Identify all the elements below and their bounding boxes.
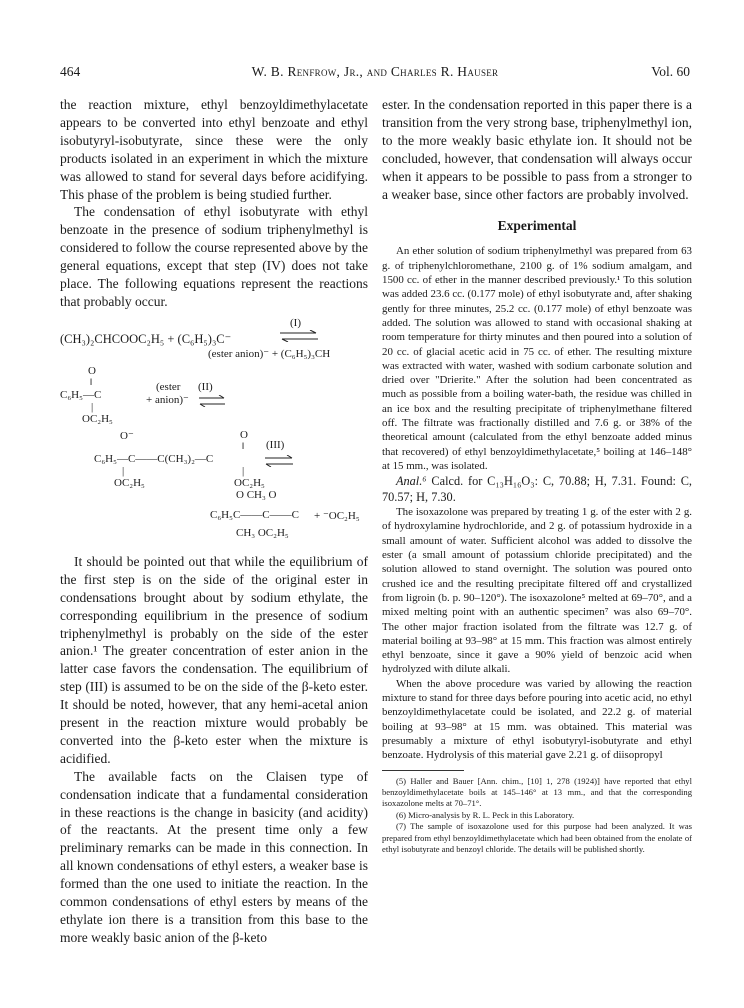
left-paragraph-4: The available facts on the Claisen type of condensation indicate that a fundamental consideration in these reactions is the change in basicity (and acidity) of the reactants. At the present time only a few preliminary remarks can be made in this connection. In all known condensations of ethyl esters, a weaker base is formed than the one used to initiate the reaction. In the common condensations of ethyl esters by means of the ethylate ion there is a transition from this base to the more weakly basic anion of the β-keto: [60, 768, 368, 945]
analysis-line: [382, 473, 692, 505]
eq3-main-chain: C₆H₅—C——C(CH₃)₂—C: [94, 452, 214, 465]
right-column: [382, 96, 692, 855]
eq2-ester-label: (ester: [156, 380, 181, 393]
footnote-6: (6) Micro-analysis by R. L. Peck in this Laboratory.: [396, 809, 575, 820]
eq2-step-label: (II): [198, 380, 213, 393]
experimental-paragraph-1: An ether solution of sodium triphenylmethyl was prepared from 63 g. of triphenylchloromethane, 2100 g. of 1% sodium amalgam, and 1500 cc. of ether in the manner described previously.¹ To this solution was added 23.6 cc. (0.177 mole) of ethyl isobutyrate and, after shaking gently for three minutes, 25.2 cc. (0.177 mole) of ethyl benzoate was added. The solution was allowed to stand with occasional shaking at room temperature for thirty minutes and then poured into a solution of 20 cc. of glacial acetic acid in 75 cc. of ether. The resulting mixture was extracted with water, washed with sodium carbonate solution and dried over "Drierite." After the solution had been concentrated as much as possible from a boiling water-bath, the residue was chilled in an ice box and the resulting precipitate of triphenylmethane filtered off. The filtrate was fractionally distilled and 7.6 g. or 38% of the theoretical amount (calculated from the ethyl benzoate added minus that recovered) of ethyl benzoyldimethylacetate,⁵ boiling at 146–148° at 15 mm., was isolated.: [382, 245, 692, 472]
footnote-7: (7) The sample of isoxazolone used for this purpose had been analyzed. It was prepared from ethyl benzoyldimethylacetate which had been obtained from the enolate of ethyl isobutyrate and benzoyl chloride. The details will be published shortly.: [382, 821, 692, 854]
right-paragraph-1: ester. In the condensation reported in this paper there is a transition from the very strong base, triphenylmethyl ion, to the more weakly basic ethylate ion. It should not be concluded, however, that condensation will always occur when it appears to be possible to pass from a stronger to a weaker base, since other factors are probably involved.: [382, 97, 692, 202]
page-number: 464: [60, 64, 81, 79]
experimental-paragraph-2: The isoxazolone was prepared by treating 1 g. of the ester with 2 g. of hydroxylamine hydrochloride, and 2 g. of potassium hydroxide in a small amount of water. Sufficient alcohol was added to dissolve the ester (a small amount of potassium chloride precipitated) and the solution allowed to stand overnight. The solution was poured onto crushed ice and the resulting precipitate filtered off and crystallized from ligroin (b. p. 90–120°). The isoxazolone⁵ melted at 69–70°, and a mixed melting point with an authentic specimen⁷ was also 69–70°. The other major fraction isolated from the filtrate was 12.7 g. of material boiling at 93–98° at 15 mm. This fraction was almost entirely ethyl benzoate, since it gave a 90% yield of benzoic acid when hydrolyzed with dilute alkali.: [382, 506, 692, 676]
left-paragraph-3: It should be pointed out that while the equilibrium of the first step is on the side of the original ester in condensations brought about by sodium ethylate, the corresponding equilibrium in the presence of sodium triphenylmethyl is probably on the side of the ester anion.¹ The greater concentration of ester anion in the latter case favors the condensation. The equilibrium of step (III) is assumed to be on the side of the β-keto ester. It should be noted, however, that any hemi-acetal anion present in the reaction mixture would probably be converted into the β-keto ester when the mixture is acidified.: [60, 553, 368, 766]
eq3-bond-1: |: [122, 464, 125, 477]
eq2-equilibrium-arrow: [198, 395, 226, 407]
analysis-label: Anal.⁶: [396, 474, 427, 489]
eq4-ethoxide: + ⁻OC₂H₅: [314, 509, 360, 522]
volume-label: Vol. 60: [651, 64, 690, 79]
eq4-top-groups: O CH₃ O: [236, 488, 277, 501]
eq3-oxygen: O: [240, 428, 248, 441]
eq1-products: (ester anion)⁻ + (C₆H₅)₃CH: [208, 347, 331, 360]
eq1-step-label: (I): [290, 316, 301, 329]
reaction-scheme: [60, 316, 368, 539]
eq2-ethoxy: OC₂H₅: [82, 412, 113, 425]
eq3-ethoxy-1: OC₂H₅: [114, 476, 145, 489]
eq2-bond: |: [91, 400, 94, 413]
running-header: [60, 64, 690, 84]
left-paragraph-2: The condensation of ethyl isobutyrate with ethyl benzoate in the presence of sodium triphenylmethyl is considered to follow the course represented above by the general equations, except that step (IV) does not take place. The following equations represent the reactions that probably occur.: [60, 204, 368, 309]
eq1-equilibrium-arrow: [278, 330, 320, 342]
left-column: [60, 96, 368, 947]
running-authors: W. B. Renfrow, Jr., and Charles R. Hauser: [251, 64, 499, 79]
eq4-bottom-groups: CH₃ OC₂H₅: [236, 526, 289, 539]
eq3-bond-2: |: [242, 464, 245, 477]
footnote-rule: [382, 770, 464, 771]
eq3-equilibrium-arrow: [264, 455, 294, 467]
eq3-ethoxy-2: OC₂H₅: [234, 476, 265, 489]
eq2-anion: + anion)⁻: [146, 393, 189, 406]
eq2-double-bond: ‖: [90, 376, 93, 387]
eq3-step-label: (III): [266, 438, 285, 451]
eq1-reactants: (CH₃)₂CHCOOC₂H₅ + (C₆H₅)₃C⁻: [60, 331, 232, 346]
experimental-paragraph-3: When the above procedure was varied by allowing the reaction mixture to stand for three days before pouring into acetic acid, no ethyl benzoyldimethylacetate could be isolated, and 22.2 g. of material boiling at 93–98° at 15 mm. was obtained. This material was presumably a mixture of ethyl isobutyryl-isobutyrate and ethyl benzoate. Hydrolysis of this material gave 2.21 g. of diisopropyl: [382, 677, 692, 762]
eq3-oxide: O⁻: [120, 429, 134, 442]
eq4-main-chain: C₆H₅C——C——C: [210, 508, 299, 521]
analysis-values: Calcd. for C₁₃H₁₆O₃: C, 70.88; H, 7.31. Found: C, 70.57; H, 7.30.: [382, 474, 693, 505]
eq3-double-bond: ‖: [242, 440, 245, 451]
left-paragraph-1: the reaction mixture, ethyl benzoyldimethylacetate appears to be converted into ethyl benzoate and ethyl isobutyryl-isobutyrate, since these were the only products isolated in an experiment in which the mixture was allowed to stand for several days before acidifying. This phase of the problem is being studied further.: [60, 97, 368, 202]
section-heading-experimental: Experimental: [497, 218, 577, 234]
eq2-oxygen: O: [88, 364, 96, 377]
eq2-carbonyl: C₆H₅—C: [60, 388, 102, 401]
footnote-5: (5) Haller and Bauer [Ann. chim., [10] 1, 278 (1924)] have reported that ethyl benzoyldimethylacetate boils at 145–146° at 13 mm., and that the corresponding isoxazolone melts at 70–71°.: [382, 775, 692, 809]
